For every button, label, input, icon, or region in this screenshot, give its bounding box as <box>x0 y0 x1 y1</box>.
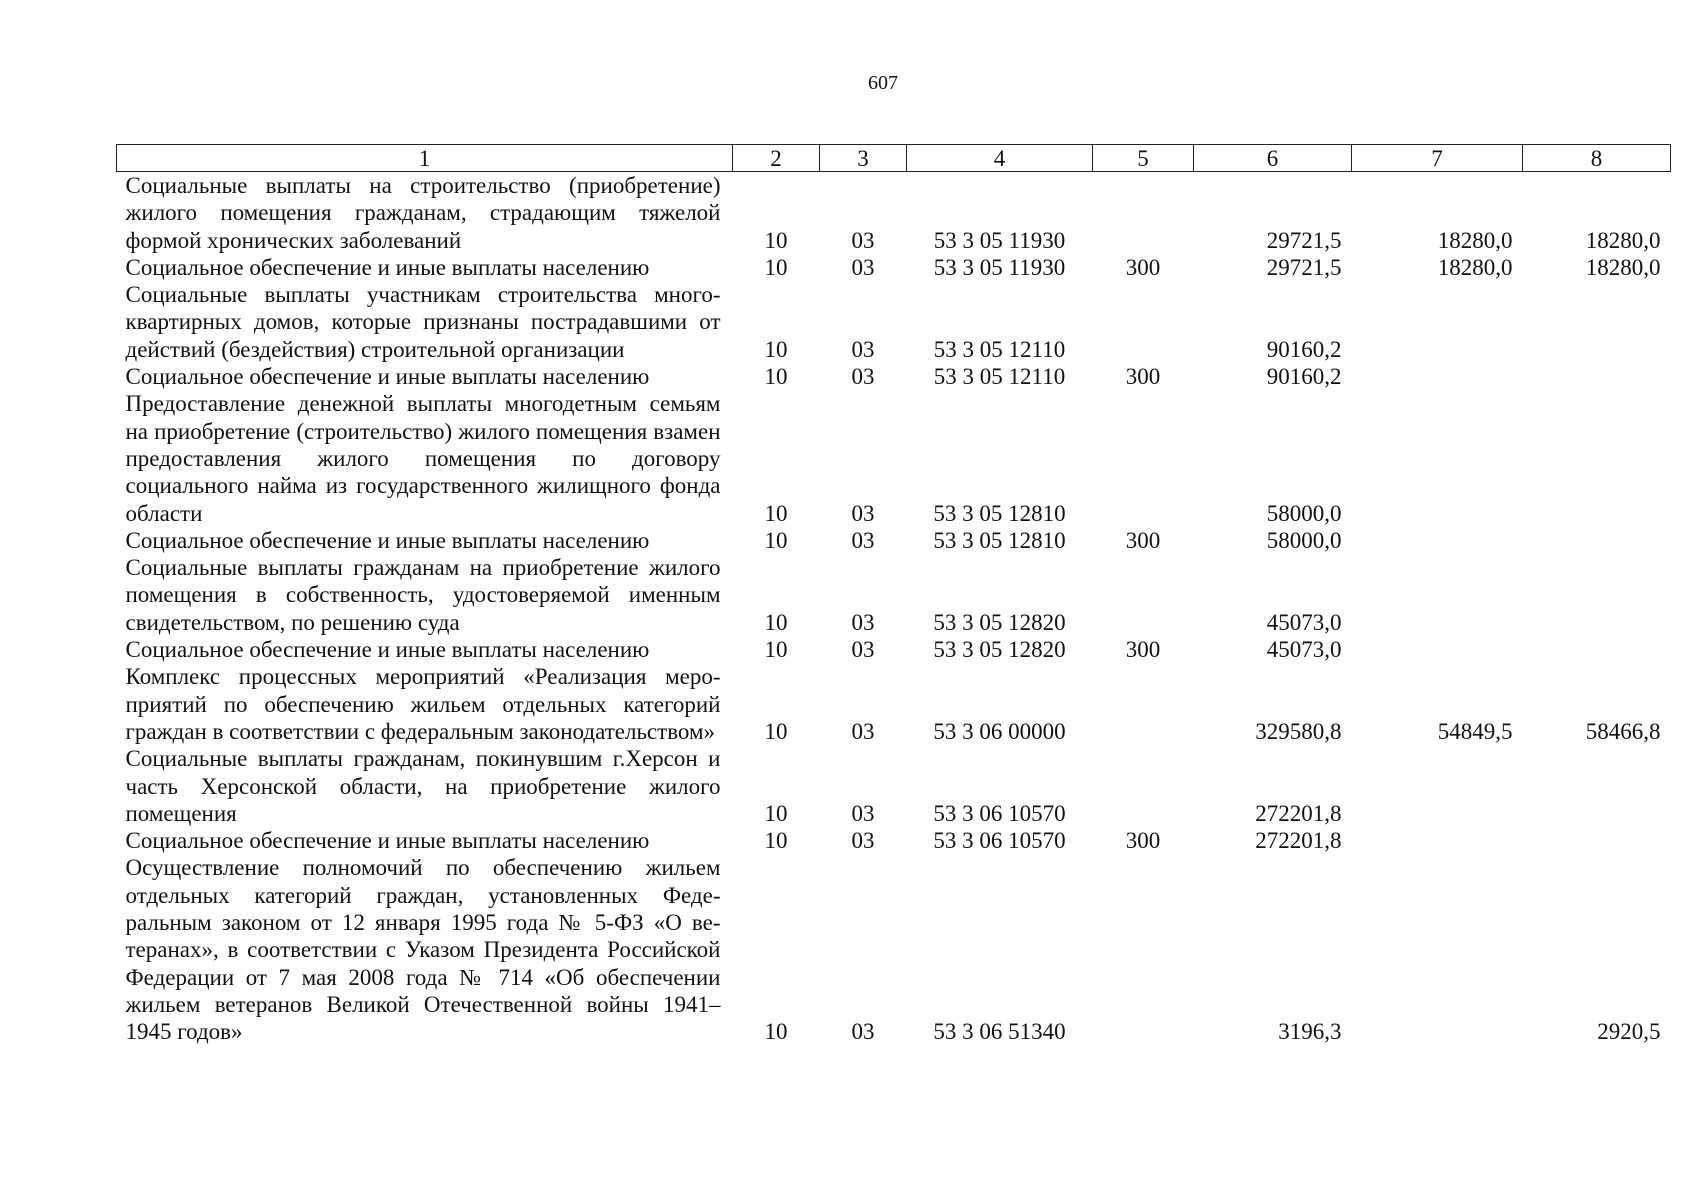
column-header-4: 4 <box>907 145 1093 172</box>
row-name: Социальные выплаты гражданам, покинувшим г.Херсон и часть Херсонской области, на приобретение жилого помещения <box>125 746 721 826</box>
row-target-code: 53 3 06 00000 <box>933 718 1066 744</box>
row-subsection: 03 <box>851 364 875 390</box>
row-name: Комплекс процессных мероприятий «Реализация мероприятий по обеспечению жильем отдельных категорий граждан в соответствии с федеральным законодательством» <box>125 664 721 744</box>
row-section: 10 <box>764 336 788 362</box>
row-subsection: 03 <box>851 637 875 663</box>
row-target-code: 53 3 06 10570 <box>933 828 1066 854</box>
row-expense-type: 300 <box>1125 637 1161 663</box>
row-subsection: 03 <box>851 1019 875 1045</box>
row-subsection: 03 <box>851 609 875 635</box>
row-amount-col8 <box>1523 390 1671 526</box>
row-section: 10 <box>764 637 788 663</box>
row-name: Социальные выплаты гражданам на приобретение жилого помещения в собственность, удостоверяемой именным свидетельством, по решению суда <box>125 555 721 635</box>
column-header-1: 1 <box>117 145 733 172</box>
row-amount-col8 <box>1523 527 1671 554</box>
row-amount-col6: 3196,3 <box>1278 1019 1342 1045</box>
column-header-6: 6 <box>1194 145 1352 172</box>
row-name: Социальное обеспечение и иные выплаты населению <box>125 637 650 663</box>
row-amount-col7 <box>1352 281 1523 363</box>
row-target-code: 53 3 05 12110 <box>933 336 1066 362</box>
row-name: Социальное обеспечение и иные выплаты населению <box>125 527 650 553</box>
row-name: Осуществление полномочий по обеспечению жильем отдельных категорий граждан, установленных Федеральным законом от 12 января 1995 года № 5-ФЗ «О ветеранах», в соответствии с Указом Президента Российской Федерации от 7 мая 2008 года № 714 «Об обеспечении жильем ветеранов Великой Отечественной войны 1941–1945 годов» <box>125 855 721 1045</box>
row-amount-col7: 18280,0 <box>1437 254 1513 280</box>
table-row <box>117 172 1671 254</box>
table-row <box>117 827 1671 854</box>
row-subsection: 03 <box>851 718 875 744</box>
row-expense-type: 300 <box>1125 364 1161 390</box>
table-row <box>117 390 1671 526</box>
row-target-code: 53 3 05 12820 <box>933 609 1066 635</box>
row-amount-col8: 18280,0 <box>1585 254 1661 280</box>
page-number: 607 <box>868 72 898 94</box>
row-name: Социальные выплаты участникам строительства многоквартирных домов, которые признаны пострадавшими от действий (бездействия) строительной организации <box>125 282 721 362</box>
table-row <box>117 281 1671 363</box>
row-amount-col7 <box>1352 636 1523 663</box>
row-amount-col6: 329580,8 <box>1255 718 1342 744</box>
row-amount-col8: 2920,5 <box>1597 1019 1661 1045</box>
row-amount-col7 <box>1352 854 1523 1045</box>
row-name: Предоставление денежной выплаты многодетным семьям на приобретение (строительство) жилого помещения взамен предоставления жилого помещения по договору социального найма из государственного жилищного фонда области <box>125 391 721 526</box>
row-section: 10 <box>764 828 788 854</box>
row-expense-type <box>1093 554 1194 636</box>
row-amount-col7 <box>1352 554 1523 636</box>
row-expense-type: 300 <box>1125 828 1161 854</box>
table-row <box>117 636 1671 663</box>
row-name: Социальное обеспечение и иные выплаты населению <box>125 828 650 854</box>
row-amount-col6: 58000,0 <box>1266 500 1342 526</box>
row-amount-col6: 45073,0 <box>1266 609 1342 635</box>
row-section: 10 <box>764 364 788 390</box>
row-name: Социальное обеспечение и иные выплаты населению <box>125 364 650 390</box>
row-target-code: 53 3 05 11930 <box>933 254 1066 280</box>
row-subsection: 03 <box>851 500 875 526</box>
row-subsection: 03 <box>851 800 875 826</box>
row-subsection: 03 <box>851 527 875 553</box>
row-amount-col6: 90160,2 <box>1266 336 1342 362</box>
row-amount-col8 <box>1523 636 1671 663</box>
table-row <box>117 254 1671 281</box>
row-target-code: 53 3 05 11930 <box>933 227 1066 253</box>
row-amount-col8 <box>1523 554 1671 636</box>
row-amount-col7 <box>1352 827 1523 854</box>
row-amount-col6: 58000,0 <box>1266 527 1342 553</box>
row-subsection: 03 <box>851 254 875 280</box>
row-target-code: 53 3 05 12110 <box>933 364 1066 390</box>
row-section: 10 <box>764 227 788 253</box>
column-number-row <box>117 145 1671 172</box>
row-expense-type <box>1093 745 1194 827</box>
table-row <box>117 663 1671 745</box>
table-row <box>117 363 1671 390</box>
row-amount-col6: 45073,0 <box>1266 637 1342 663</box>
row-subsection: 03 <box>851 227 875 253</box>
row-amount-col6: 29721,5 <box>1266 227 1342 253</box>
row-amount-col7 <box>1352 363 1523 390</box>
row-target-code: 53 3 05 12810 <box>933 500 1066 526</box>
row-amount-col6: 90160,2 <box>1266 364 1342 390</box>
row-expense-type: 300 <box>1125 527 1161 553</box>
row-section: 10 <box>764 718 788 744</box>
table-header <box>117 145 1671 172</box>
row-target-code: 53 3 06 51340 <box>933 1019 1066 1045</box>
row-subsection: 03 <box>851 336 875 362</box>
row-amount-col8 <box>1523 827 1671 854</box>
row-section: 10 <box>764 609 788 635</box>
table-row <box>117 745 1671 827</box>
row-amount-col8 <box>1523 281 1671 363</box>
row-amount-col7: 54849,5 <box>1437 718 1513 744</box>
row-expense-type <box>1093 663 1194 745</box>
column-header-3: 3 <box>820 145 907 172</box>
column-header-5: 5 <box>1093 145 1194 172</box>
row-amount-col7 <box>1352 527 1523 554</box>
row-target-code: 53 3 06 10570 <box>933 800 1066 826</box>
row-expense-type <box>1093 172 1194 254</box>
column-header-8: 8 <box>1523 145 1671 172</box>
column-header-2: 2 <box>733 145 820 172</box>
row-amount-col7: 18280,0 <box>1437 227 1513 253</box>
budget-table <box>116 144 1671 1046</box>
table-row <box>117 554 1671 636</box>
column-header-7: 7 <box>1352 145 1523 172</box>
row-subsection: 03 <box>851 828 875 854</box>
row-amount-col7 <box>1352 390 1523 526</box>
row-amount-col8: 58466,8 <box>1585 718 1661 744</box>
row-expense-type <box>1093 854 1194 1045</box>
row-target-code: 53 3 05 12820 <box>933 637 1066 663</box>
row-name: Социальное обеспечение и иные выплаты населению <box>125 254 650 280</box>
row-target-code: 53 3 05 12810 <box>933 527 1066 553</box>
row-section: 10 <box>764 800 788 826</box>
table-body <box>117 172 1671 1046</box>
row-amount-col8 <box>1523 363 1671 390</box>
row-amount-col7 <box>1352 745 1523 827</box>
row-section: 10 <box>764 500 788 526</box>
table-row <box>117 527 1671 554</box>
row-amount-col6: 272201,8 <box>1255 800 1342 826</box>
row-amount-col6: 29721,5 <box>1266 254 1342 280</box>
row-section: 10 <box>764 527 788 553</box>
row-expense-type: 300 <box>1125 254 1161 280</box>
row-section: 10 <box>764 254 788 280</box>
row-expense-type <box>1093 390 1194 526</box>
row-amount-col8 <box>1523 745 1671 827</box>
row-amount-col8: 18280,0 <box>1585 227 1661 253</box>
row-section: 10 <box>764 1019 788 1045</box>
row-expense-type <box>1093 281 1194 363</box>
row-amount-col6: 272201,8 <box>1255 828 1342 854</box>
row-name: Социальные выплаты на строительство (приобретение) жилого помещения гражданам, страдающим тяжелой формой хронических заболеваний <box>125 173 721 253</box>
table-row <box>117 854 1671 1045</box>
